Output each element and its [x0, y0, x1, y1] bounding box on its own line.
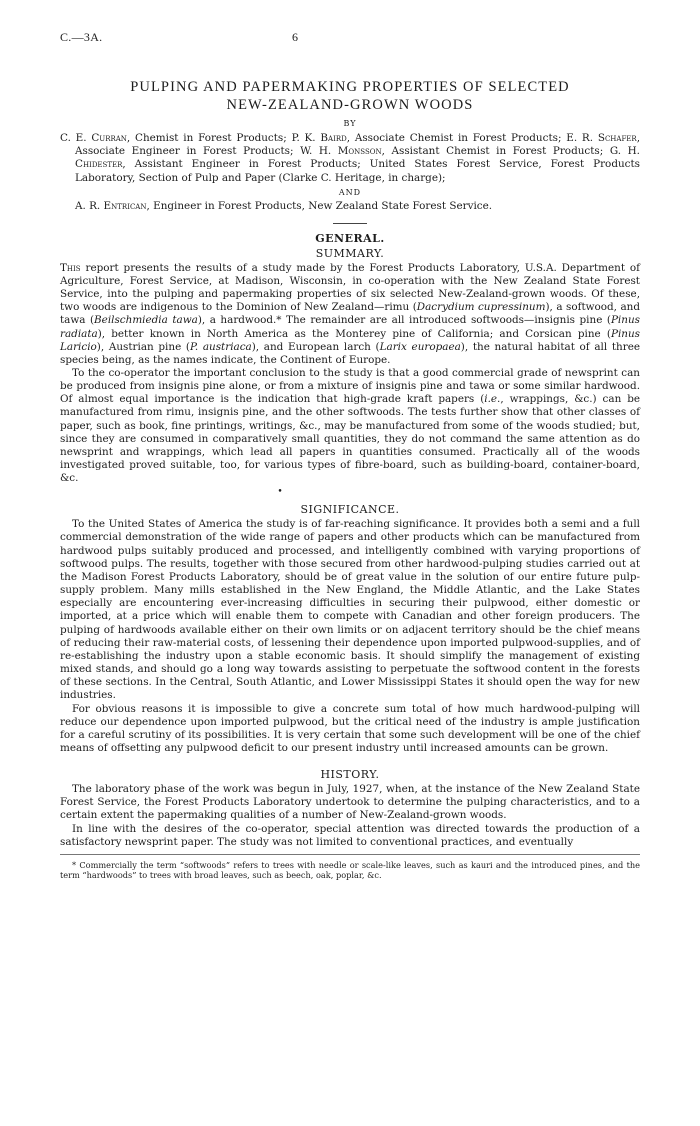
author-name: A. R. Entrican [75, 199, 147, 212]
authors-block [60, 132, 640, 185]
running-header [60, 30, 640, 45]
summary-paragraph-2: To the co-operator the important conclusion to the study is that a good commercial grade of newsprint can be produced from insignis pine alone, or from a mixture of insignis pine and tawa or some similar hardwood. Of almost equal importance is the indication that high-grade kraft papers (i.e., wrappings, &c.) can be manufactured from rimu, insignis pine, and the other softwoods. The tests further show that other classes of paper, such as book, fine printings, writings, &c., may be manufactured from some of the woods studied; but, since they are consumed in comparatively small quantities, they do not command the same attention as do newsprint and wrappings, which lead all papers in quantities consumed. Practically all of the woods investigated proved suitable, too, for various types of fibre-board, such as building-board, container-board, &c. [60, 367, 641, 485]
heading-summary: SUMMARY. [315, 246, 385, 260]
significance-paragraph-2: For obvious reasons it is impossible to give a concrete sum total of how much hardwood-pulping will reduce our dependence upon imported pulpwood, but the critical need of the industry is ample justification for a careful scrutiny of its possibilities. It is very certain that some such development will be one of the chief means of offsetting any pulpwood deficit to our present industry until increased amounts can be grown. [60, 702, 640, 754]
species-name: Pinus Laricio [60, 327, 640, 353]
title-line-2: NEW-ZEALAND-GROWN WOODS [226, 96, 474, 113]
author-role: , Assistant Engineer in Forest Products; United States Forest Service, Forest Products Laboratory, Section of Pulp and Paper (Clarke C. Heritage, in charge); [75, 158, 640, 184]
author-name: P. K. Baird [291, 132, 347, 145]
stray-mark: • [277, 487, 283, 498]
page-number: 6 [292, 30, 298, 44]
document-reference: C.—3A. [60, 30, 103, 44]
species-name: Beilschmiedia tawa [94, 314, 198, 327]
species-name: Larix europaea [379, 340, 461, 353]
title-divider [333, 223, 367, 224]
author-name: G. H. Chidester [75, 145, 640, 171]
document-title [60, 79, 640, 114]
title-line-1: PULPING AND PAPERMAKING PROPERTIES OF SELECTED [130, 79, 570, 96]
footnote-divider [60, 854, 640, 855]
author-name: E. R. Schafer [566, 132, 637, 145]
heading-history: HISTORY. [320, 768, 380, 782]
history-paragraph-1: The laboratory phase of the work was begun in July, 1927, when, at the instance of the New Zealand State Forest Service, the Forest Products Laboratory undertook to determine the pulping characteristics, and to a certain extent the papermaking qualities of a number of New-Zealand-grown woods. [60, 783, 640, 822]
heading-general: GENERAL. [315, 231, 385, 245]
author-name: C. E. Curran [60, 132, 127, 145]
italic-abbreviation: i.e. [484, 393, 501, 406]
heading-significance: SIGNIFICANCE. [300, 503, 400, 517]
author-name: W. H. Monsson [300, 145, 382, 158]
author-role: , Assistant Chemist in Forest Products; [381, 145, 610, 158]
species-name: P. austriaca [189, 340, 252, 353]
author-role: , Associate Chemist in Forest Products; [346, 132, 567, 145]
species-name: Dacrydium cupressinum [416, 301, 546, 314]
summary-paragraph-1: This report presents the results of a study made by the Forest Products Laboratory, U.S.A. Department of Agriculture, Forest Service, at Madison, Wisconsin, in co-operation with the New Zealand State Forest Service, into the pulping and papermaking properties of six selected New-Zealand-grown woods. Of these, two woods are indigenous to the Dominion of New Zealand—rimu (Dacrydium cupressinum), a softwood, and tawa (Beilschmiedia tawa), a hardwood.* The remainder are all introduced softwoods—insignis pine (Pinus radiata), better known in North America as the Monterey pine of California; and Corsican pine (Pinus Laricio), Austrian pine (P. austriaca), and European larch (Larix europaea), the natural habitat of all three species being, as the names indicate, the Continent of Europe. [60, 261, 641, 366]
author-role: , Chemist in Forest Products; [126, 132, 292, 145]
history-paragraph-2: In line with the desires of the co-operator, special attention was directed towards the production of a satisfactory newsprint paper. The study was not limited to conventional practices, and eventually [60, 822, 640, 848]
lead-word: This [60, 261, 81, 274]
footnote: * Commercially the term “softwoods” refers to trees with needle or scale-like leaves, such as kauri and the introduced pines, and the term “hardwoods” to trees with broad leaves, such as beech, oak, poplar, &c. [60, 859, 640, 881]
by-line: BY [343, 118, 357, 128]
second-author-block [60, 200, 640, 213]
author-role: , Associate Engineer in Forest Products; [75, 132, 641, 158]
species-name: Pinus radiata [60, 314, 640, 340]
significance-paragraph-1: To the United States of America the study is of far-reaching significance. It provides both a semi and a full commercial demonstration of the wide range of papers and other products which can be manufactured from hardwood pulps suitably produced and processed, and intelligently combined with varying proportions of softwood pulps. The results, together with those secured from other hardwood-pulping studies carried out at the Madison Forest Products Laboratory, should be of great value in the solution of our entire future pulp-supply problem. Many mills established in the New England, the Middle Atlantic, and the Lake States especially are encountering ever-increasing difficulties in securing their pulpwood, either domestic or imported, at a price which will enable them to compete with Canadian and other foreign producers. The pulping of hardwoods available either on their own limits or on adjacent territory should be the chief means of reducing their raw-material costs, of lessening their dependence upon imported pulpwood-supplies, and of re-establishing the industry upon a stable economic basis. It should simplify the management of existing mixed stands, and should go a long way towards assisting to perpetuate the softwood content in the forests of these sections. In the Central, South Atlantic, and Lower Mississippi States it should open the way for new industries. [60, 518, 640, 702]
and-line: AND [338, 187, 362, 197]
author-role: , Engineer in Forest Products, New Zealand State Forest Service. [146, 199, 493, 212]
